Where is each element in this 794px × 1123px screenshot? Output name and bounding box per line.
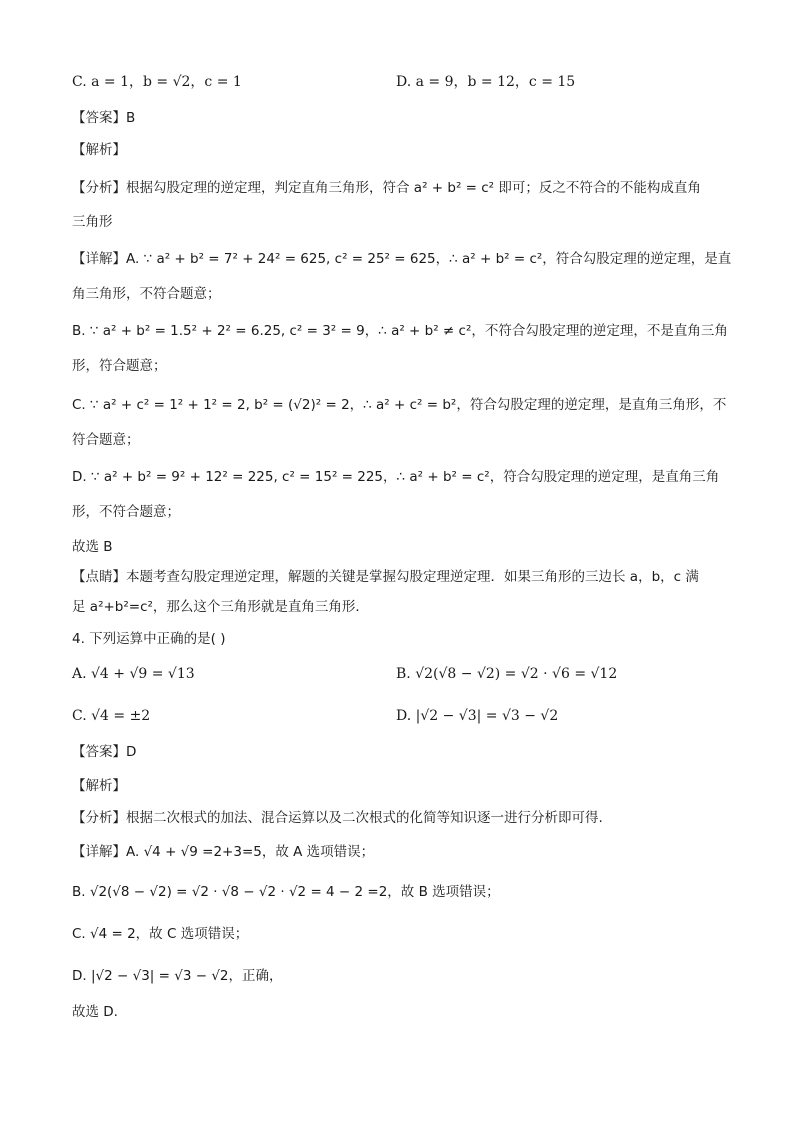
detail-a-q4: 【详解】A. √4 + √9 =2+3=5，故 A 选项错误； xyxy=(72,844,375,860)
detail-b-q3-cont: 形，符合题意； xyxy=(72,358,167,374)
detail-b-q3: B. ∵ a² + b² = 1.5² + 2² = 6.25, c² = 3² = 9，∴ a² + b² ≠ c²，不符合勾股定理的逆定理，不是直角三角 xyxy=(72,323,728,339)
option-b-q4: B. √2(√8 − √2) = √2 · √6 = √12 xyxy=(396,666,618,682)
detail-c-q3: C. ∵ a² + c² = 1² + 1² = 2, b² = (√2)² = 2，∴ a² + c² = b²，符合勾股定理的逆定理，是直角三角形，不 xyxy=(72,397,727,413)
detail-d-q4: D. |√2 − √3| = √3 − √2，正确， xyxy=(72,968,283,984)
detail-a-q3-cont: 角三角形，不符合题意； xyxy=(72,286,221,302)
conclusion-q3: 故选 B xyxy=(72,539,113,555)
option-a-q4: A. √4 + √9 = √13 xyxy=(72,666,195,682)
detail-b-q4: B. √2(√8 − √2) = √2 · √8 − √2 · √2 = 4 − 2 =2，故 B 选项错误； xyxy=(72,884,500,900)
comment-q3: 【点睛】本题考查勾股定理逆定理，解题的关键是掌握勾股定理逆定理．如果三角形的三边长 a，b，c 满 xyxy=(72,569,699,585)
detail-d-q3: D. ∵ a² + b² = 9² + 12² = 225, c² = 15² = 225，∴ a² + b² = c²，符合勾股定理的逆定理，是直角三角 xyxy=(72,469,720,485)
option-d-q3: D. a = 9，b = 12，c = 15 xyxy=(396,74,576,90)
conclusion-q4: 故选 D. xyxy=(72,1004,118,1020)
question-4-title: 4. 下列运算中正确的是( ) xyxy=(72,631,226,647)
analysis-text-q3-cont: 三角形 xyxy=(72,214,113,230)
detail-c-q3-cont: 符合题意； xyxy=(72,432,140,448)
detail-c-q4: C. √4 = 2，故 C 选项错误； xyxy=(72,926,249,942)
analysis-text-q3: 【分析】根据勾股定理的逆定理，判定直角三角形，符合 a² + b² = c² 即可；反之不符合的不能构成直角 xyxy=(72,180,701,196)
analysis-text-q4: 【分析】根据二次根式的加法、混合运算以及二次根式的化简等知识逐一进行分析即可得. xyxy=(72,810,603,826)
answer-q4: 【答案】D xyxy=(72,744,137,760)
analysis-heading-q4: 【解析】 xyxy=(72,778,126,794)
option-c-q3: C. a = 1，b = √2，c = 1 xyxy=(72,74,242,90)
analysis-heading-q3: 【解析】 xyxy=(72,142,126,158)
detail-d-q3-cont: 形，不符合题意； xyxy=(72,504,180,520)
detail-a-q3: 【详解】A. ∵ a² + b² = 7² + 24² = 625, c² = 25² = 625，∴ a² + b² = c²，符合勾股定理的逆定理，是直 xyxy=(72,251,732,267)
answer-q3: 【答案】B xyxy=(72,110,136,126)
option-d-q4: D. |√2 − √3| = √3 − √2 xyxy=(396,708,559,724)
comment-q3-cont: 足 a²+b²=c²，那么这个三角形就是直角三角形． xyxy=(72,599,369,615)
option-c-q4: C. √4 = ±2 xyxy=(72,708,151,724)
